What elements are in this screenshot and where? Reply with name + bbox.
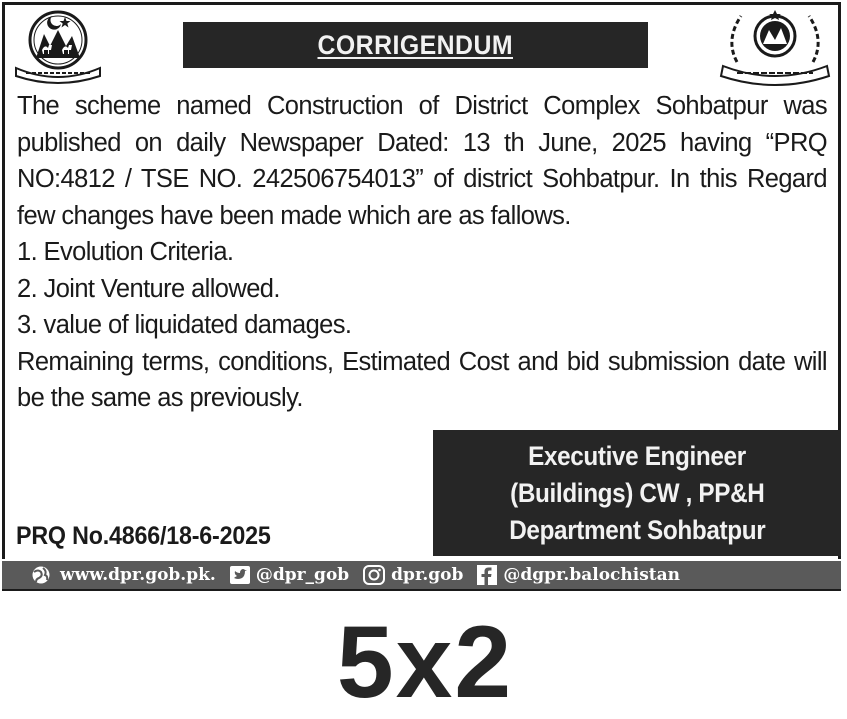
signature-block [433, 430, 841, 556]
prq-number: PRQ No.4866/18-6-2025 [16, 522, 271, 550]
balochistan-emblem-logo [12, 6, 104, 86]
twitter-handle: @dpr_gob [255, 565, 350, 585]
title-banner [183, 22, 648, 68]
footer-twitter[interactable] [230, 565, 349, 585]
change-item: 1. Evolution Criteria. [17, 238, 234, 266]
dgpr-emblem-logo [717, 6, 833, 86]
change-item: 2. Joint Venture allowed. [17, 274, 280, 303]
notice-body [17, 88, 827, 417]
footer-bar [2, 559, 841, 589]
footer-instagram[interactable] [363, 565, 463, 585]
footer-website[interactable] [28, 565, 216, 585]
notice-title: CORRIGENDUM [317, 29, 514, 60]
paragraph-remaining-terms: Remaining terms, conditions, Estimated Cost and bid submission date will be the same as previously. [17, 347, 827, 412]
website-url: www.dpr.gob.pk. [60, 565, 216, 585]
footer-facebook[interactable] [477, 565, 680, 585]
signature-line-office: (Buildings) CW , PP&H [509, 477, 765, 508]
paragraph-scheme-details: The scheme named Construction of District Complex Sohbatpur was published on daily Newspaper Dated: 13 th June, 2025 having “PRQ NO:4812 / TSE NO. 242506754013” of district Sohbatpur. In this Regard few changes have been made which are as fallows. [17, 92, 827, 230]
twitter-icon [230, 566, 250, 584]
instagram-handle: dpr.gob [391, 565, 464, 585]
facebook-handle: @dgpr.balochistan [503, 565, 681, 585]
instagram-icon [363, 565, 385, 585]
globe-icon [28, 565, 54, 585]
signature-line-department: Department Sohbatpur [508, 514, 766, 545]
ad-size-label: 5x2 [336, 605, 514, 719]
signature-line-title: Executive Engineer [528, 440, 746, 471]
facebook-icon [477, 565, 497, 585]
change-item: 3. value of liquidated damages. [17, 311, 352, 339]
